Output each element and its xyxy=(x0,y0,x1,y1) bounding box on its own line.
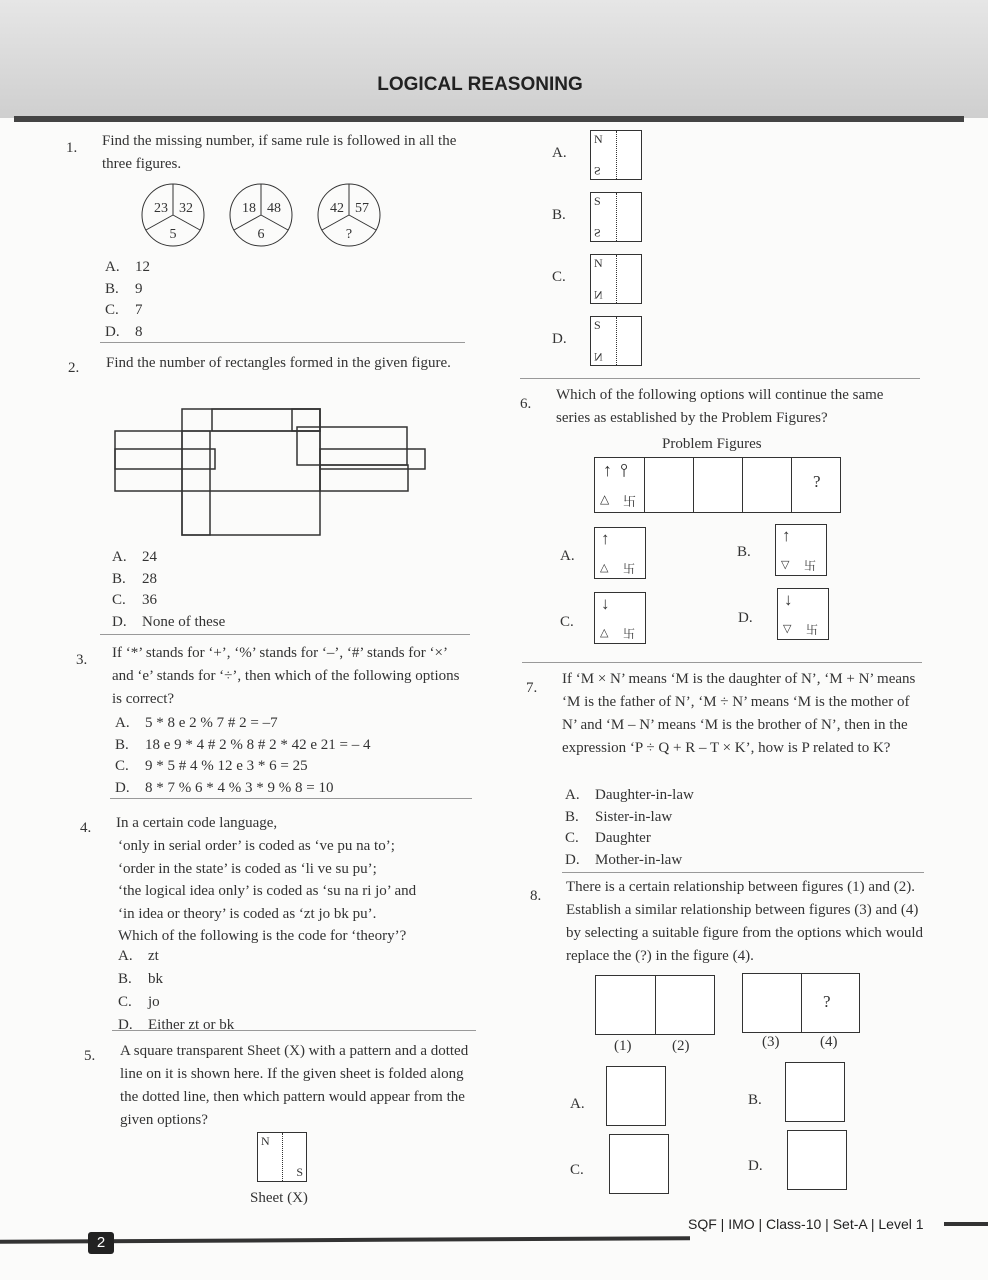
option-text: Daughter-in-law xyxy=(595,787,694,803)
option-text: 28 xyxy=(142,570,157,587)
number-circle xyxy=(318,184,380,246)
option-c[interactable] xyxy=(105,300,143,321)
arrow-icon: ↑ xyxy=(601,529,610,548)
option-d[interactable] xyxy=(115,778,333,799)
option-text: 18 e 9 * 4 # 2 % 8 # 2 * 42 e 21 = – 4 xyxy=(145,736,371,753)
fig-label: (3) xyxy=(762,1034,780,1050)
question-mark: ? xyxy=(823,992,831,1011)
option-b[interactable] xyxy=(118,969,163,990)
option-text: Sister-in-law xyxy=(595,808,673,825)
circle-value: 6 xyxy=(257,227,265,242)
option-text: 24 xyxy=(142,549,157,565)
divider xyxy=(100,342,465,343)
triangle-icon: △ xyxy=(600,492,610,506)
q7-text: If ‘M × N’ means ‘M is the daughter of N’, ‘M + N’ means ‘M is the father of N’, ‘M ÷ N’ means ‘M is the mother of N’ and ‘M – N’ means ‘M is the brother of N’, then in the expression ‘P ÷ Q + R – T × K’, how is P related to K? xyxy=(562,671,916,756)
option-letter: D. xyxy=(112,613,127,630)
circle-value: 57 xyxy=(355,201,369,216)
q4-line: ‘in idea or theory’ is coded as ‘zt jo bk pu’. xyxy=(118,905,377,922)
q5-option-label[interactable]: A. xyxy=(552,145,567,161)
option-b[interactable] xyxy=(115,735,371,756)
option-letter: D. xyxy=(118,1017,133,1033)
circle-value: 23 xyxy=(154,201,168,216)
q5-text: A square transparent Sheet (X) with a pattern and a dotted line on it is shown here. If the given sheet is folded along the dotted line, then which pattern would appear from the given options? xyxy=(120,1043,469,1128)
option-d[interactable] xyxy=(105,322,143,343)
option-a[interactable] xyxy=(105,257,150,278)
option-letter: B. xyxy=(115,736,129,753)
arrow-icon: ↓ xyxy=(784,590,793,609)
option-letter: D. xyxy=(115,779,130,796)
page-number: 2 xyxy=(88,1232,114,1254)
circle-value: 5 xyxy=(169,227,177,242)
pattern-letter: N xyxy=(594,132,603,146)
option-letter: B. xyxy=(105,280,119,297)
q3-text: If ‘*’ stands for ‘+’, ‘%’ stands for ‘–’, ‘#’ stands for ‘×’ and ‘e’ stands for ‘÷’, then which of the following options is correct? xyxy=(112,645,460,707)
option-c[interactable] xyxy=(118,992,160,1013)
q3-number: 3. xyxy=(76,652,88,668)
option-text: 9 * 5 # 4 % 12 e 3 * 6 = 25 xyxy=(145,758,308,774)
q8-text: There is a certain relationship between figures (1) and (2). Establish a similar relationship between figures (3) and (4) by selecting a suitable figure from the options which would replace the (?) in the figure (4). xyxy=(566,879,924,964)
triangle-icon: △ xyxy=(600,627,609,639)
figure-1-2 xyxy=(595,975,715,1035)
option-c[interactable] xyxy=(115,756,308,777)
option-letter: A. xyxy=(115,715,130,731)
q8-option-label[interactable]: D. xyxy=(748,1158,763,1174)
q6-option-figure[interactable] xyxy=(777,588,829,640)
option-c[interactable] xyxy=(565,828,651,849)
q6-number: 6. xyxy=(520,396,532,412)
option-text: 8 * 7 % 6 * 4 % 3 * 9 % 8 = 10 xyxy=(145,779,334,796)
pattern-letter: S xyxy=(594,318,601,332)
sheet-x-figure xyxy=(257,1132,307,1182)
swastika-icon: 卐 xyxy=(623,627,636,641)
pattern-letter: S xyxy=(594,226,601,240)
option-a[interactable] xyxy=(112,547,157,568)
circle-value: 18 xyxy=(242,201,256,216)
sheet-label: Sheet (X) xyxy=(250,1190,308,1206)
question-mark: ? xyxy=(813,472,821,491)
q5-option-figure[interactable] xyxy=(590,254,642,304)
option-a[interactable] xyxy=(118,946,159,967)
q8-option-figure[interactable] xyxy=(787,1130,847,1190)
circle-value: 32 xyxy=(179,201,193,216)
pattern-letter: N xyxy=(594,256,603,270)
option-text: 7 xyxy=(135,302,143,318)
option-letter: A. xyxy=(565,787,580,803)
q4-line: ‘order in the state’ is coded as ‘li ve su pu’; xyxy=(118,860,377,877)
option-letter: D. xyxy=(105,323,120,340)
q2-number: 2. xyxy=(68,360,80,376)
q6-text: Which of the following options will continue the same series as established by the Problem Figures? xyxy=(556,387,884,426)
option-letter: A. xyxy=(105,259,120,275)
q2-rectangles-figure xyxy=(112,405,432,540)
pattern-letter: N xyxy=(594,350,603,364)
q4-intro: In a certain code language, xyxy=(116,815,278,831)
option-text: Mother-in-law xyxy=(595,851,683,868)
option-letter: D. xyxy=(565,851,580,868)
divider xyxy=(522,662,922,663)
option-text: bk xyxy=(148,971,163,987)
header-rule xyxy=(14,116,964,122)
q8-option-figure[interactable] xyxy=(606,1066,666,1126)
fig-label: (2) xyxy=(672,1038,690,1054)
option-d[interactable] xyxy=(118,1015,234,1036)
option-text: 12 xyxy=(135,259,150,275)
option-letter: C. xyxy=(105,302,119,318)
sheet-letter: N xyxy=(261,1134,270,1148)
swastika-icon: 卐 xyxy=(804,559,817,573)
option-text: 36 xyxy=(142,592,157,608)
number-circle xyxy=(230,184,292,246)
q1-text: Find the missing number, if same rule is followed in all the three figures. xyxy=(102,133,457,172)
q8-option-figure[interactable] xyxy=(609,1134,669,1194)
number-circle xyxy=(142,184,204,246)
pattern-letter: S xyxy=(594,164,601,178)
option-d[interactable] xyxy=(565,850,682,871)
arrow-icon: ↓ xyxy=(601,594,610,613)
arrow-icon: ↑ xyxy=(782,526,791,545)
option-letter: C. xyxy=(112,592,126,608)
q6-option-label[interactable]: C. xyxy=(560,614,574,630)
option-text: Daughter xyxy=(595,830,651,846)
q6-option-label[interactable]: D. xyxy=(738,610,753,626)
q5-option-figure[interactable] xyxy=(590,130,642,180)
arrow-up-icon: ↑ xyxy=(603,460,612,480)
sheet-letter: S xyxy=(296,1165,303,1179)
option-letter: C. xyxy=(115,758,129,774)
option-c[interactable] xyxy=(112,590,157,611)
header-band xyxy=(0,0,988,118)
q7-number: 7. xyxy=(526,680,538,696)
option-letter: B. xyxy=(565,808,579,825)
option-text: 5 * 8 e 2 % 7 # 2 = –7 xyxy=(145,715,278,731)
option-b[interactable] xyxy=(565,807,672,828)
swastika-icon: 卐 xyxy=(623,494,637,509)
q6-option-figure[interactable] xyxy=(775,524,827,576)
q6-option-label[interactable]: A. xyxy=(560,548,575,564)
problem-figures-label: Problem Figures xyxy=(662,436,762,452)
q8-option-label[interactable]: A. xyxy=(570,1096,585,1112)
footer-rule xyxy=(944,1222,988,1226)
circle-value: 42 xyxy=(330,201,344,216)
pin-icon: ⫯ xyxy=(620,460,628,480)
q5-option-label[interactable]: C. xyxy=(552,269,566,285)
q5-number: 5. xyxy=(84,1048,96,1064)
footer-text: SQF | IMO | Class-10 | Set-A | Level 1 xyxy=(688,1216,924,1232)
swastika-icon: 卐 xyxy=(623,562,636,576)
option-d[interactable] xyxy=(112,612,225,633)
circle-value: ? xyxy=(345,227,353,242)
q8-number: 8. xyxy=(530,888,542,904)
problem-figures xyxy=(594,457,841,513)
option-letter: A. xyxy=(112,549,127,565)
page-title: LOGICAL REASONING xyxy=(377,74,583,95)
option-text: 8 xyxy=(135,323,143,340)
pattern-letter: N xyxy=(594,288,603,302)
q2-text: Find the number of rectangles formed in the given figure. xyxy=(106,355,451,371)
q6-option-figure[interactable] xyxy=(594,527,646,579)
q5-option-figure[interactable] xyxy=(590,316,642,366)
q5-option-label[interactable]: B. xyxy=(552,207,566,223)
option-text: zt xyxy=(148,948,159,964)
swastika-icon: 卐 xyxy=(806,623,819,637)
pattern-letter: S xyxy=(594,194,601,208)
q8-option-label[interactable]: C. xyxy=(570,1162,584,1178)
q4-line: ‘the logical idea only’ is coded as ‘su na ri jo’ and xyxy=(118,883,417,899)
option-text: 9 xyxy=(135,280,143,297)
q6-option-figure[interactable] xyxy=(594,592,646,644)
option-text: jo xyxy=(148,994,160,1010)
option-letter: B. xyxy=(112,570,126,587)
option-text: Either zt or bk xyxy=(148,1017,235,1033)
q8-option-figure[interactable] xyxy=(785,1062,845,1122)
q1-number: 1. xyxy=(66,140,78,156)
q4-line: ‘only in serial order’ is coded as ‘ve pu na to’; xyxy=(118,838,395,854)
fig-label: (4) xyxy=(820,1034,838,1050)
option-b[interactable] xyxy=(105,279,143,300)
q8-option-label[interactable]: B. xyxy=(748,1092,762,1108)
triangle-icon: ▽ xyxy=(783,623,792,635)
option-letter: C. xyxy=(565,830,579,846)
option-letter: C. xyxy=(118,994,132,1010)
divider xyxy=(100,634,470,635)
circle-value: 48 xyxy=(267,201,281,216)
option-letter: B. xyxy=(118,971,132,987)
q4-line: Which of the following is the code for ‘theory’? xyxy=(118,928,407,944)
q5-option-figure[interactable] xyxy=(590,192,642,242)
divider xyxy=(520,378,920,379)
triangle-icon: ▽ xyxy=(781,559,790,571)
option-letter: A. xyxy=(118,948,133,964)
figure-3-4 xyxy=(742,973,860,1033)
q4-number: 4. xyxy=(80,820,92,836)
option-text: None of these xyxy=(142,613,226,630)
fig-label: (1) xyxy=(614,1038,632,1054)
triangle-icon: △ xyxy=(600,562,609,574)
option-a[interactable] xyxy=(565,785,694,806)
q1-circles-figure xyxy=(140,180,400,250)
q5-option-label[interactable]: D. xyxy=(552,331,567,347)
q6-option-label[interactable]: B. xyxy=(737,544,751,560)
option-b[interactable] xyxy=(112,569,157,590)
option-a[interactable] xyxy=(115,713,278,734)
divider xyxy=(562,872,924,873)
